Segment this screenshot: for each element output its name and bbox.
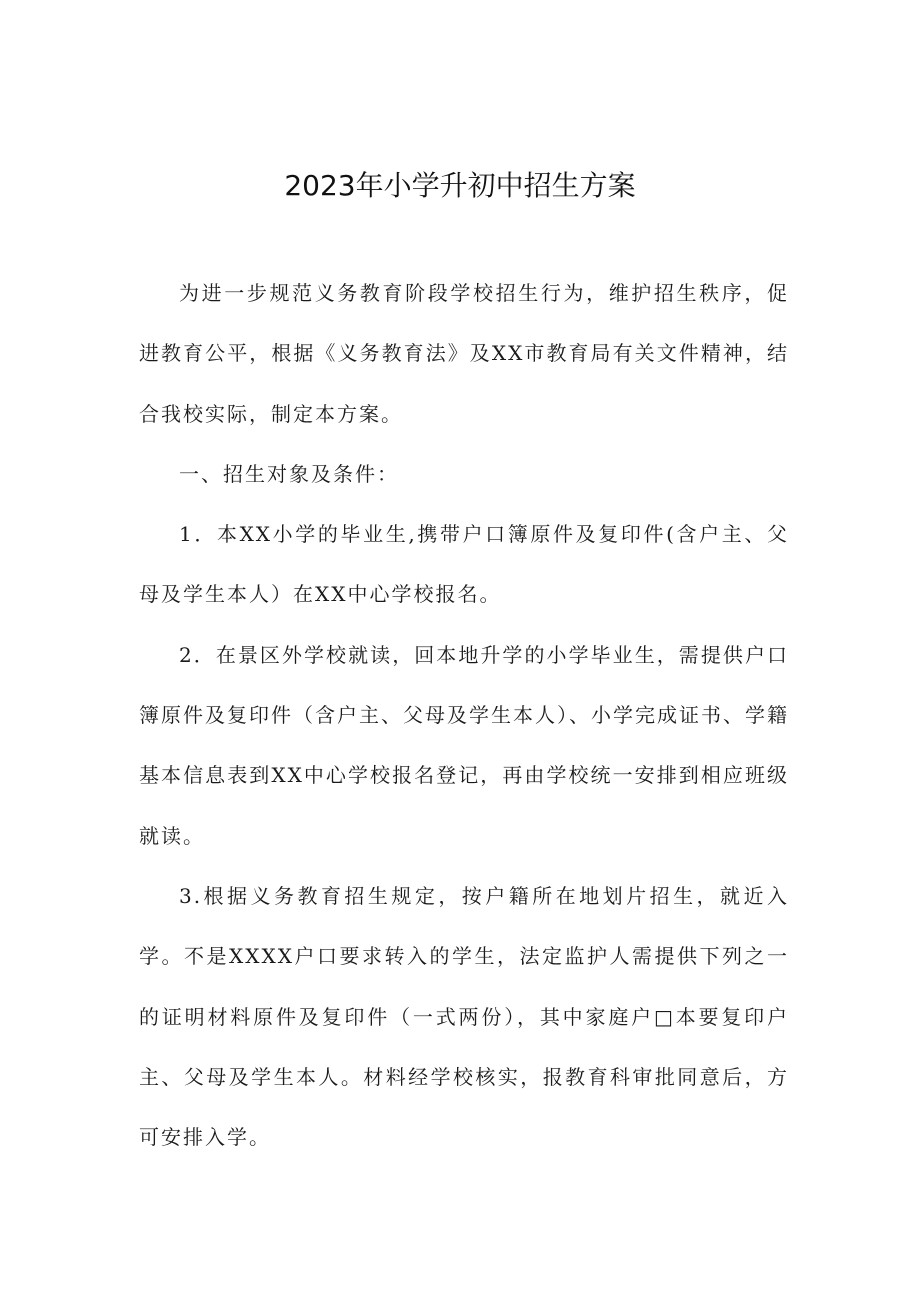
document-body [139,263,789,1167]
document-title: 2023年小学升初中招生方案 [284,169,636,202]
clause-3-paragraph: 3.根据义务教育招生规定，按户籍所在地划片招生，就近入学。不是XXXX户口要求转入的学生，法定监护人需提供下列之一的证明材料原件及复印件（一式两份），其中家庭户□本要复印户主、父母及学生本人。材料经学校核实，报教育科审批同意后，方可安排入学。 [139,883,789,1150]
section-heading-enrollment: 一、招生对象及条件： [179,461,399,486]
clause-1-paragraph: 1．本XX小学的毕业生,携带户口簿原件及复印件(含户主、父母及学生本人）在XX中心学校报名。 [139,522,789,607]
clause-2-paragraph: 2．在景区外学校就读，回本地升学的小学毕业生，需提供户口簿原件及复印件（含户主、父母及学生本人）、小学完成证书、学籍基本信息表到XX中心学校报名登记，再由学校统一安排到相应班级就读。 [139,642,789,848]
intro-paragraph: 为进一步规范义务教育阶段学校招生行为，维护招生秩序，促进教育公平，根据《义务教育法》及XX市教育局有关文件精神，结合我校实际，制定本方案。 [139,281,789,426]
